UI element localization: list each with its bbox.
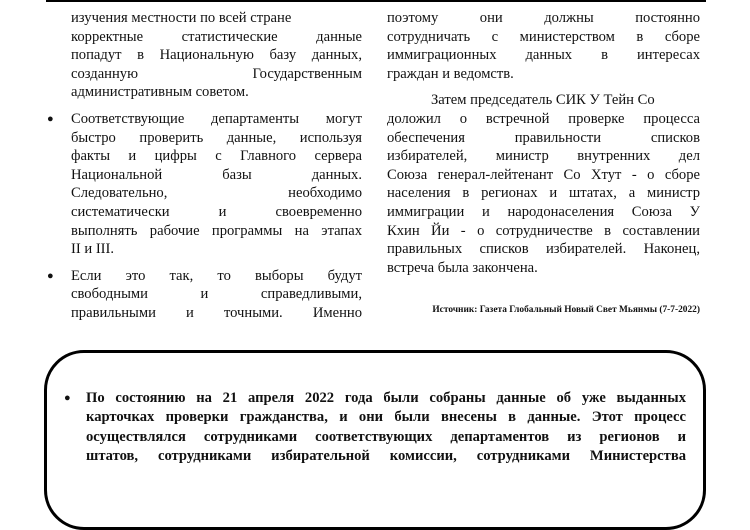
- bullet-item-elections: [47, 267, 362, 323]
- source-citation: Источник: Газета Глобальный Новый Свет Мьянмы (7-7-2022): [432, 305, 700, 315]
- bullet-dot-icon: ●: [47, 112, 54, 125]
- text-line: созданную Государственным: [71, 65, 362, 82]
- bullet-item-departments: [47, 110, 362, 259]
- meeting-report-paragraph: [387, 91, 700, 277]
- text-line: граждан и ведомств.: [387, 65, 514, 82]
- text-line: иммиграционных данных в интересах: [387, 47, 700, 64]
- text-line: избирателей, министр внутренних дел: [387, 148, 700, 165]
- right-column: [387, 9, 700, 277]
- text-line: Следовательно, необходимо: [71, 185, 362, 202]
- text-line: факты и цифры с Главного сервера: [71, 148, 362, 165]
- bullet-dot-icon: ●: [47, 269, 54, 282]
- text-line: правильными и точными. Именно: [71, 304, 362, 321]
- text-line: быстро проверить данные, используя: [71, 129, 362, 146]
- right-continuation-paragraph: [387, 9, 700, 83]
- text-line: Соответствующие департаменты могут: [71, 110, 362, 127]
- left-continuation-paragraph: [71, 9, 362, 102]
- text-line: корректные статистические данные: [71, 28, 362, 45]
- text-line: административным советом.: [71, 84, 249, 101]
- text-line: Союза генерал-лейтенант Со Хтут - о сборе: [387, 166, 700, 183]
- text-line: свободными и справедливыми,: [71, 286, 362, 303]
- text-line: доложил о встречной проверке процесса: [387, 110, 700, 127]
- text-line: поэтому они должны постоянно: [387, 10, 700, 26]
- text-line: изучения местности по всей стране: [71, 10, 292, 26]
- text-line: встреча была закончена.: [387, 259, 538, 276]
- text-line: систематически и своевременно: [71, 203, 362, 220]
- highlight-box-text: [64, 389, 686, 467]
- text-line: штатов, сотрудниками избирательной комиссии, сотрудниками Министерства: [86, 448, 686, 465]
- text-line: правильных списков избирателей. Наконец,: [387, 241, 700, 258]
- text-line: обеспечения правильности списков: [387, 129, 700, 146]
- text-line: Кхин Йи - о сотрудничестве в составлении: [387, 222, 700, 239]
- text-line: населения в регионах и штатах, а министр: [387, 185, 700, 202]
- text-line: попадут в Национальную базу данных,: [71, 47, 362, 64]
- text-line: Если это так, то выборы будут: [71, 267, 362, 284]
- top-rule: [46, 0, 706, 2]
- text-line: карточках проверки гражданства, и они были внесены в данные. Этот процесс: [86, 409, 686, 426]
- text-line: Национальной базы данных.: [71, 166, 362, 183]
- text-line: По состоянию на 21 апреля 2022 года были собраны данные об уже выданных: [86, 390, 686, 406]
- text-line: Затем председатель СИК У Тейн Со: [431, 92, 655, 109]
- text-line: сотрудничать с министерством в сборе: [387, 28, 700, 45]
- left-column: [47, 9, 362, 323]
- bullet-dot-icon: ●: [64, 392, 71, 404]
- text-line: II и III.: [71, 241, 115, 258]
- text-line: выполнять рабочие программы на этапах: [71, 222, 362, 239]
- text-line: иммиграции и народонаселения Союза У: [387, 203, 700, 220]
- text-line: осуществлялся сотрудниками соответствующих департаментов из регионов и: [86, 428, 686, 445]
